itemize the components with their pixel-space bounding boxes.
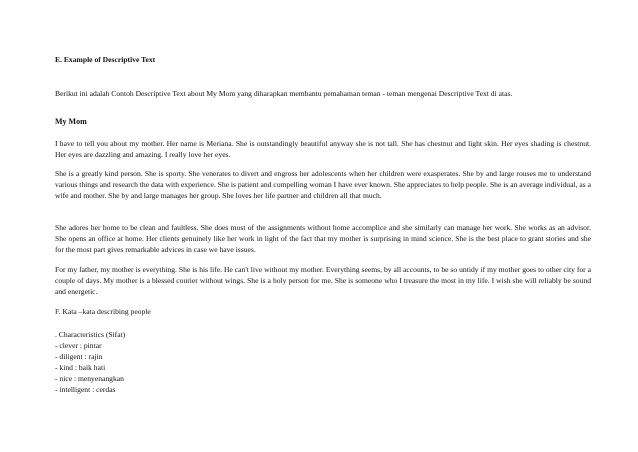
list-item: - kind : baik hati bbox=[55, 363, 106, 372]
kata-title: F. Kata –kata describing people bbox=[55, 307, 151, 316]
list-item: - diligent : rajin bbox=[55, 352, 103, 361]
article-title: My Mom bbox=[55, 117, 87, 126]
section-title: E. Example of Descriptive Text bbox=[55, 55, 156, 64]
document-page bbox=[55, 0, 591, 452]
paragraph-1: I have to tell you about my mother. Her name is Meriana. She is outstandingly beautiful anyway she is not tall. She has chestnut and light skin. Her eyes shading is chestnut. Her eyes are dazzling and amazing. I really love her eyes. bbox=[55, 139, 591, 160]
paragraph-4: For my father, my mother is everything. She is his life. He can't live without my mother. Everything seems, by all accounts, to be so untidy if my mother goes to other city for a couple of days. My mother is a blessed courier without wings. She is a holy person for me. She is someone who I treasure the most in my life. I wish she will reliably be sound and energetic. bbox=[55, 265, 591, 297]
characteristics-title: . Characteristics (Sifat) bbox=[55, 330, 126, 339]
intro-paragraph: Berikut ini adalah Contoh Descriptive Text about My Mom yang diharapkan membantu pemahaman teman - teman mengenai Descriptive Text di atas. bbox=[55, 89, 513, 98]
paragraph-3: She adores her home to be clean and faultless. She does most of the assignments without home accomplice and she similarly can manage her work. She works as an advisor. She opens an office at home. Her clients genuinely like her work in light of the fact that my mother is surprising in mind science. She is the best place to grant stories and she for the most part gives remarkable advices in case we have issues. bbox=[55, 223, 591, 255]
list-item: - intelligent : cerdas bbox=[55, 385, 116, 394]
characteristics-list bbox=[55, 329, 125, 395]
paragraph-2: She is a greatly kind person. She is sporty. She venerates to divert and engross her adolescents when her children were exasperates. She by and large rouses me to understand various things and research the data with experience. She is patient and compelling woman I have ever known. She appreciates to help people. She is an average individual, as a wife and mother. She by and large manages her group. She loves her life partner and children all that much. bbox=[55, 169, 591, 201]
list-item: - clever : pintar bbox=[55, 341, 102, 350]
list-item: - nice : menyenangkan bbox=[55, 374, 124, 383]
